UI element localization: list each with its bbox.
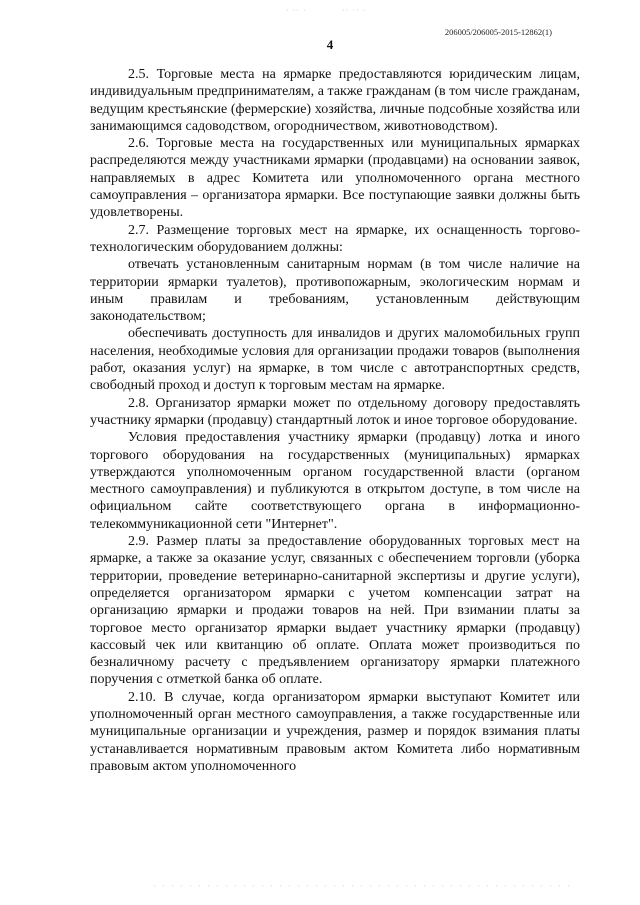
document-body <box>90 66 580 775</box>
paragraph-2-7: 2.7. Размещение торговых мест на ярмарке, их оснащенность торгово-технологическим оборудованием должны: <box>90 222 580 255</box>
paragraph-2-9: 2.9. Размер платы за предоставление оборудованных торговых мест на ярмарке, а также за оказание услуг, связанных с обеспечением торговли (уборка территории, проведение ветеринарно-санитарной экспертизы и другие услуги), определяется организатором ярмарки с учетом компенсации затрат на организацию ярмарки и продажи товаров на ней. При взимании платы за торговое место организатор ярмарки выдает участнику ярмарки (продавцу) кассовый чек или квитанцию об оплате. Оплата может производиться по безналичному расчету с предъявлением организатору ярмарки платежного поручения с отметкой банка об оплате. <box>90 534 580 688</box>
paragraph-2-5: 2.5. Торговые места на ярмарке предоставляются юридическим лицам, индивидуальным предпринимателям, а также гражданам (в том числе гражданам, ведущим крестьянские (фермерские) хозяйства, личные подсобные хозяйства или занимающимся садоводством, огородничеством, животноводством). <box>90 67 580 134</box>
document-id: 206005/206005-2015-12862(1) <box>444 27 552 37</box>
paragraph-2-8: 2.8. Организатор ярмарки может по отдельному договору предоставлять участнику ярмарки (продавцу) стандартный лоток и иное торговое оборудование. <box>90 395 580 428</box>
paragraph-2-7-item-2: обеспечивать доступность для инвалидов и других маломобильных групп населения, необходимые условия для организации продажи товаров (выполнения работ, оказания услуг) на ярмарке, в том числе с автотранспортных средств, свободный проход и доступ к торговым местам на ярмарке. <box>90 326 580 394</box>
paragraph-2-7-item-1: отвечать установленным санитарным нормам (в том числе наличие на территории ярмарки туалетов), противопожарным, экологическим нормам и иным правилам и требованиям, установленным действующим законодательством; <box>90 257 580 325</box>
paragraph-2-8-conditions: Условия предоставления участнику ярмарки (продавцу) лотка и иного торгового оборудования на государственных (муниципальных) ярмарках утверждаются уполномоченным органом государственной власти (органом местного самоуправления) и публикуются в открытом доступе, в том числе на официальном сайте соответствующего органа в информационно-телекоммуникационной сети "Интернет". <box>90 430 580 532</box>
scan-artifact-left: · ·· · <box>286 6 307 15</box>
scan-artifact-right: ·· ·· · <box>342 6 367 15</box>
paragraph-2-10: 2.10. В случае, когда организатором ярмарки выступают Комитет или уполномоченный орган местного самоуправления, а также государственные или муниципальные организации и учреждения, размер и порядок взимания платы устанавливается нормативным правовым актом Комитета либо нормативным правовым актом уполномоченного <box>90 689 580 774</box>
page-number: 4 <box>326 37 334 52</box>
scan-footer-noise <box>150 885 570 887</box>
paragraph-2-6: 2.6. Торговые места на государственных или муниципальных ярмарках распределяются между участниками ярмарки (продавцами) на основании заявок, направляемых в адрес Комитета или уполномоченного органа местного самоуправления – организатора ярмарки. Все поступающие заявки должны быть удовлетворены. <box>90 136 580 221</box>
